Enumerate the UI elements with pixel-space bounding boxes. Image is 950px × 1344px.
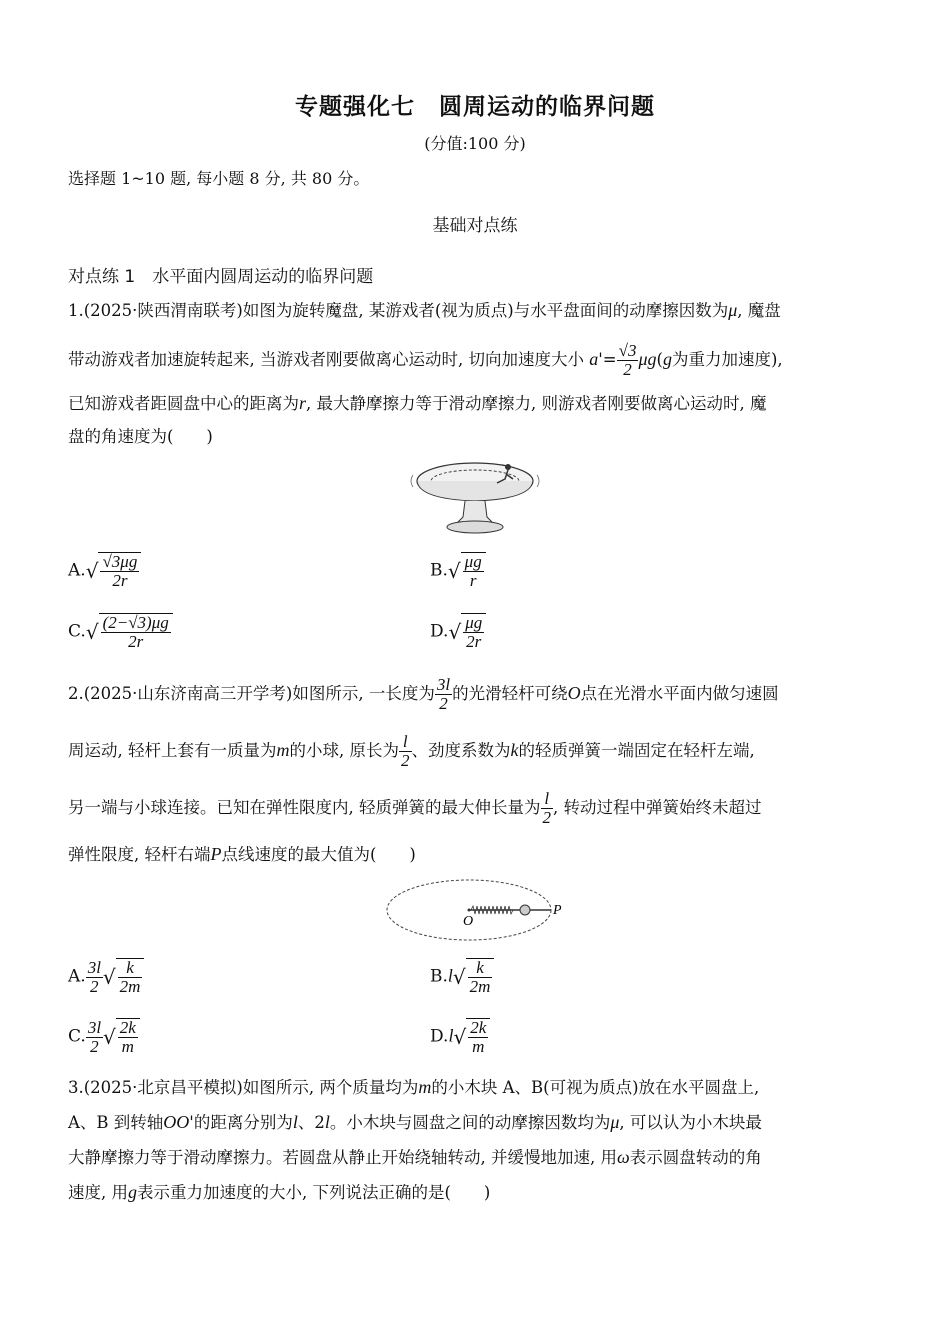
q3-line4: 速度, 用g表示重力加速度的大小, 下列说法正确的是( ): [68, 1182, 491, 1202]
q2-line4: 弹性限度, 轻杆右端P点线速度的最大值为( ): [68, 844, 416, 864]
q1-line4: 盘的角速度为( ): [68, 427, 213, 446]
intro-text: 选择题 1~10 题, 每小题 8 分, 共 80 分。: [68, 169, 370, 188]
q2-option-d[interactable]: D.l√ $\frac{2k}{m}$: [430, 1018, 490, 1056]
q1-option-c[interactable]: C.√ $\frac{(2-√3)\mu g}{2r}$: [68, 613, 173, 651]
q1-option-d[interactable]: D.√ $\frac{\mu g}{2r}$: [430, 613, 486, 651]
q2-line3: 另一端与小球连接。已知在弹性限度内, 轻质弹簧的最大伸长量为 $\frac{l}{2}$ , 转动过程中弹簧始终未超过: [68, 789, 762, 827]
q2-line1: 2.(2025·山东济南高三开学考)如图所示, 一长度为 $\frac{3l}{2}$ 的光滑轻杆可绕O点在光滑水平面内做匀速圆: [68, 675, 779, 713]
q3-line3: 大静摩擦力等于滑动摩擦力。若圆盘从静止开始绕轴转动, 并缓慢地加速, 用ω表示圆盘转动的角: [68, 1147, 762, 1167]
section-heading: 基础对点练: [432, 216, 518, 236]
q1-line3: 已知游戏者距圆盘中心的距离为r, 最大静摩擦力等于滑动摩擦力, 则游戏者刚要做离心运动时, 魔: [68, 393, 767, 413]
subsection-heading: 对点练 1 水平面内圆周运动的临界问题: [68, 267, 374, 287]
q2-option-a[interactable]: A. $\frac{3l}{2}$ √ $\frac{k}{2m}$: [68, 958, 144, 996]
q1-line1: 1.(2025·陕西渭南联考)如图为旋转魔盘, 某游戏者(视为质点)与水平盘面间的动摩擦因数为μ, 魔盘: [68, 300, 781, 320]
spring-rod-figure: [385, 874, 575, 946]
rotating-disk-figure: [405, 455, 545, 540]
q3-line1: 3.(2025·北京昌平模拟)如图所示, 两个质量均为m的小木块 A、B(可视为质点)放在水平圆盘上,: [68, 1077, 760, 1097]
q2-option-b[interactable]: B.l√ $\frac{k}{2m}$: [430, 958, 494, 996]
q1-option-b[interactable]: B.√ $\frac{\mu g}{r}$: [430, 552, 486, 590]
score-note: (分值:100 分): [424, 134, 526, 153]
page-title: 专题强化七 圆周运动的临界问题: [295, 94, 655, 120]
label-o: O: [463, 914, 474, 929]
q3-line2: A、B 到转轴OO'的距离分别为l、2l。小木块与圆盘之间的动摩擦因数均为μ, 可以认为小木块最: [68, 1112, 762, 1132]
q2-line2: 周运动, 轻杆上套有一质量为m的小球, 原长为 $\frac{l}{2}$ 、劲度系数为k的轻质弹簧一端固定在轻杆左端,: [68, 732, 755, 770]
q1-line2: 带动游戏者加速旋转起来, 当游戏者刚要做离心运动时, 切向加速度大小 a'= $\frac{√3}{2}$ μg(g为重力加速度),: [68, 341, 783, 379]
q1-fraction: $\frac{√3}{2}$: [618, 341, 637, 379]
label-p: P: [553, 903, 562, 918]
q2-option-c[interactable]: C. $\frac{3l}{2}$ √ $\frac{2k}{m}$: [68, 1018, 140, 1056]
q1-option-a[interactable]: A.√ $\frac{√3\mu g}{2r}$: [68, 552, 141, 590]
